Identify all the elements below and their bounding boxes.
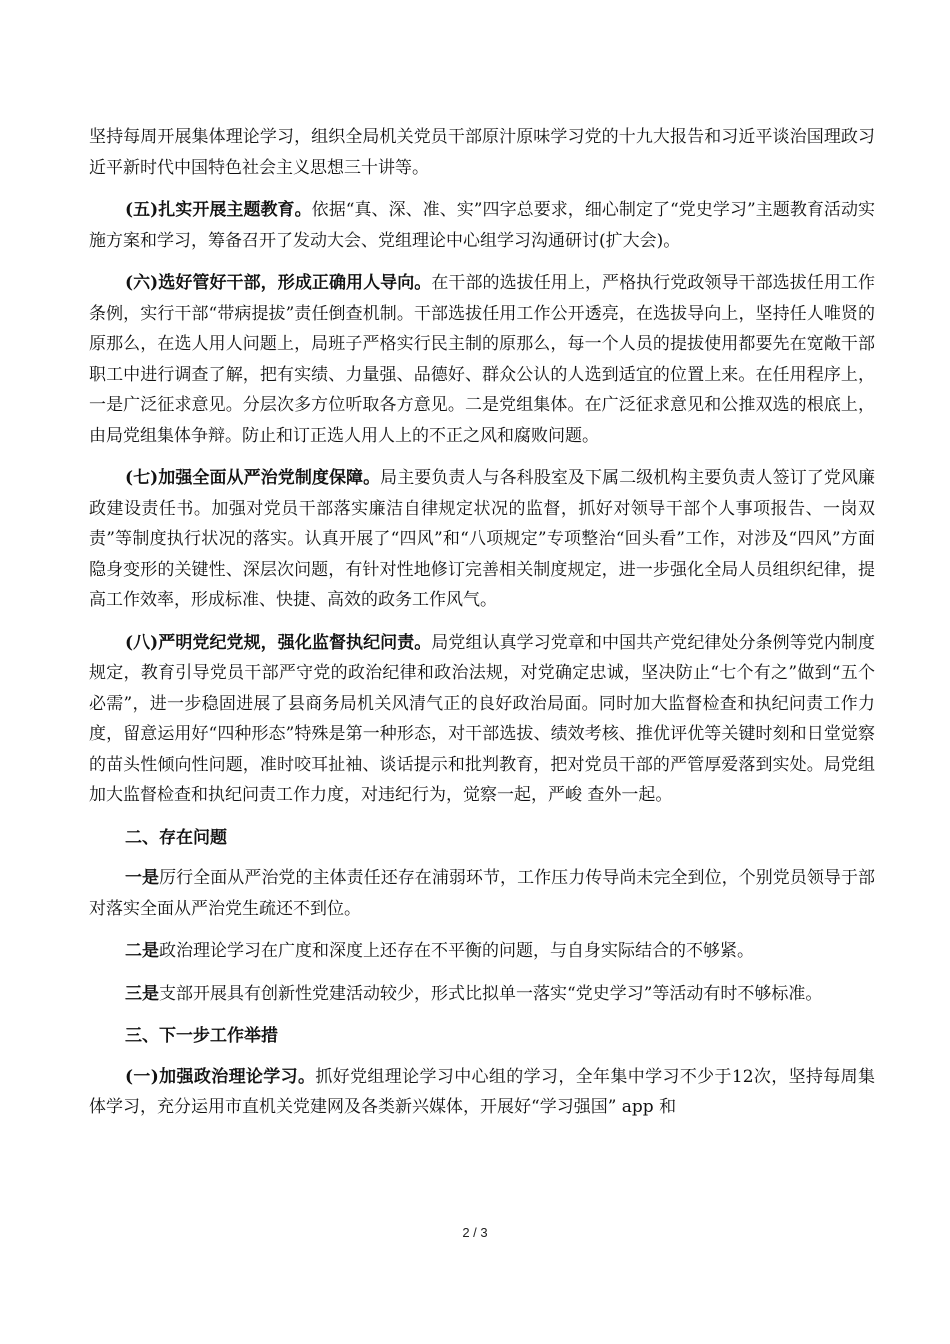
paragraph-six — [89, 268, 875, 451]
paragraph-text: 依据“真、深、准、实”四字总要求，细心制定了“党史学习”主题教育活动实施方案和学习，筹备召开了发动大会、党组理论中心组学习沟通研讨(扩大会)。 — [89, 200, 876, 251]
paragraph-text: 局主要负责人与各科股室及下属二级机构主要负责人签订了党风廉政建设责任书。加强对党员干部落实廉洁自律规定状况的监督，抓好对领导干部个人事项报告、一岗双责”等制度执行状况的落实。认真开展了“四风”和“八项规定”专项整治“回头看”工作，对涉及“四风”方面隐身变形的关键性、深层次问题，有针对性地修订完善相关制度规定，进一步强化全局人员组织纪律，提高工作效率，形成标准、快捷、高效的政务工作风气。 — [89, 468, 876, 610]
problem-three — [89, 979, 875, 1010]
section-heading-problems: 二、存在问题 — [125, 827, 227, 848]
paragraph-text: 局党组认真学习党章和中国共产党纪律处分条例等党内制度规定，教育引导党员干部严守党的政治纪律和政治法规，对党确定忠诚，坚决防止“七个有之”做到“五个必需”，进一步稳固进展了县商务局机关风清气正的良好政治局面。同时加大监督检查和执纪问责工作力度，留意运用好“四种形态”特殊是第一种形态，对干部选拔、绩效考核、推优评优等关键时刻和日堂觉察的苗头性倾向性问题，准时咬耳扯袖、谈话提示和批判教育，把对党员干部的严管厚爱落到实处。局党组加大监督检查和执纪问责工作力度，对违纪行为，觉察一起，严峻 查外一起。 — [89, 632, 875, 805]
problem-one — [89, 863, 875, 924]
paragraph-text: 坚持每周开展集体理论学习，组织全局机关党员干部原汁原味学习党的十九大报告和习近平谈治国理政习近平新时代中国特色社会主义思想三十讲等。 — [89, 127, 875, 178]
document-body — [89, 122, 875, 1135]
section-heading-next-steps: 三、下一步工作举措 — [125, 1026, 278, 1046]
paragraph-lead: 一是 — [125, 868, 160, 888]
paragraph-text: 政治理论学习在广度和深度上还存在不平衡的问题，与自身实际结合的不够紧。 — [159, 941, 754, 961]
paragraph-continuation — [89, 122, 875, 183]
paragraph-lead: (一)加强政治理论学习。 — [125, 1066, 316, 1087]
paragraph-lead: 三是 — [125, 983, 159, 1004]
paragraph-five — [89, 195, 875, 256]
paragraph-text: 抓好党组理论学习中心组的学习，全年集中学习不少于12次，坚持每周集体学习，充分运用市直机关党建网及各类新兴媒体，开展好“学习强国” app 和 — [89, 1066, 875, 1117]
paragraph-seven — [89, 463, 875, 616]
paragraph-text: 在干部的选拔任用上，严格执行党政领导干部选拔任用工作条例，实行干部“带病提拔”责任倒查机制。干部选拔任用工作公开透亮，在选拔导向上，坚持任人唯贤的原那么，在选人用人问题上，局班子严格实行民主制的原那么，每一个人员的提拔使用都要先在宽敞干部职工中进行调查了解，把有实绩、力量强、品德好、群众公认的人选到适宜的位置上来。在任用程序上，一是广泛征求意见。分层次多方位听取各方意见。二是党组集体。在广泛征求意见和公推双选的根底上，由局党组集体争辩。防止和订正选人用人上的不正之风和腐败问题。 — [89, 273, 875, 446]
paragraph-text: 支部开展具有创新性党建活动较少，形式比拟单一落实“党史学习”等活动有时不够标准。 — [159, 983, 823, 1004]
paragraph-lead: (七)加强全面从严治党制度保障。 — [125, 468, 381, 488]
paragraph-text: 厉行全面从严治党的主体责任还存在浦弱环节，工作压力传导尚未完全到位，个别党员领导于部对落实全面从严治党生疏还不到位。 — [89, 868, 875, 919]
page-number: 2 / 3 — [462, 1225, 488, 1240]
paragraph-lead: 二是 — [125, 941, 159, 961]
measure-one — [89, 1062, 875, 1123]
paragraph-eight — [89, 628, 875, 811]
problem-two — [89, 936, 875, 967]
paragraph-lead: (八)严明党纪党规，强化监督执纪问责。 — [125, 632, 432, 653]
paragraph-lead: (五)扎实开展主题教育。 — [125, 200, 312, 220]
paragraph-lead: (六)选好管好干部，形成正确用人导向。 — [125, 273, 432, 293]
